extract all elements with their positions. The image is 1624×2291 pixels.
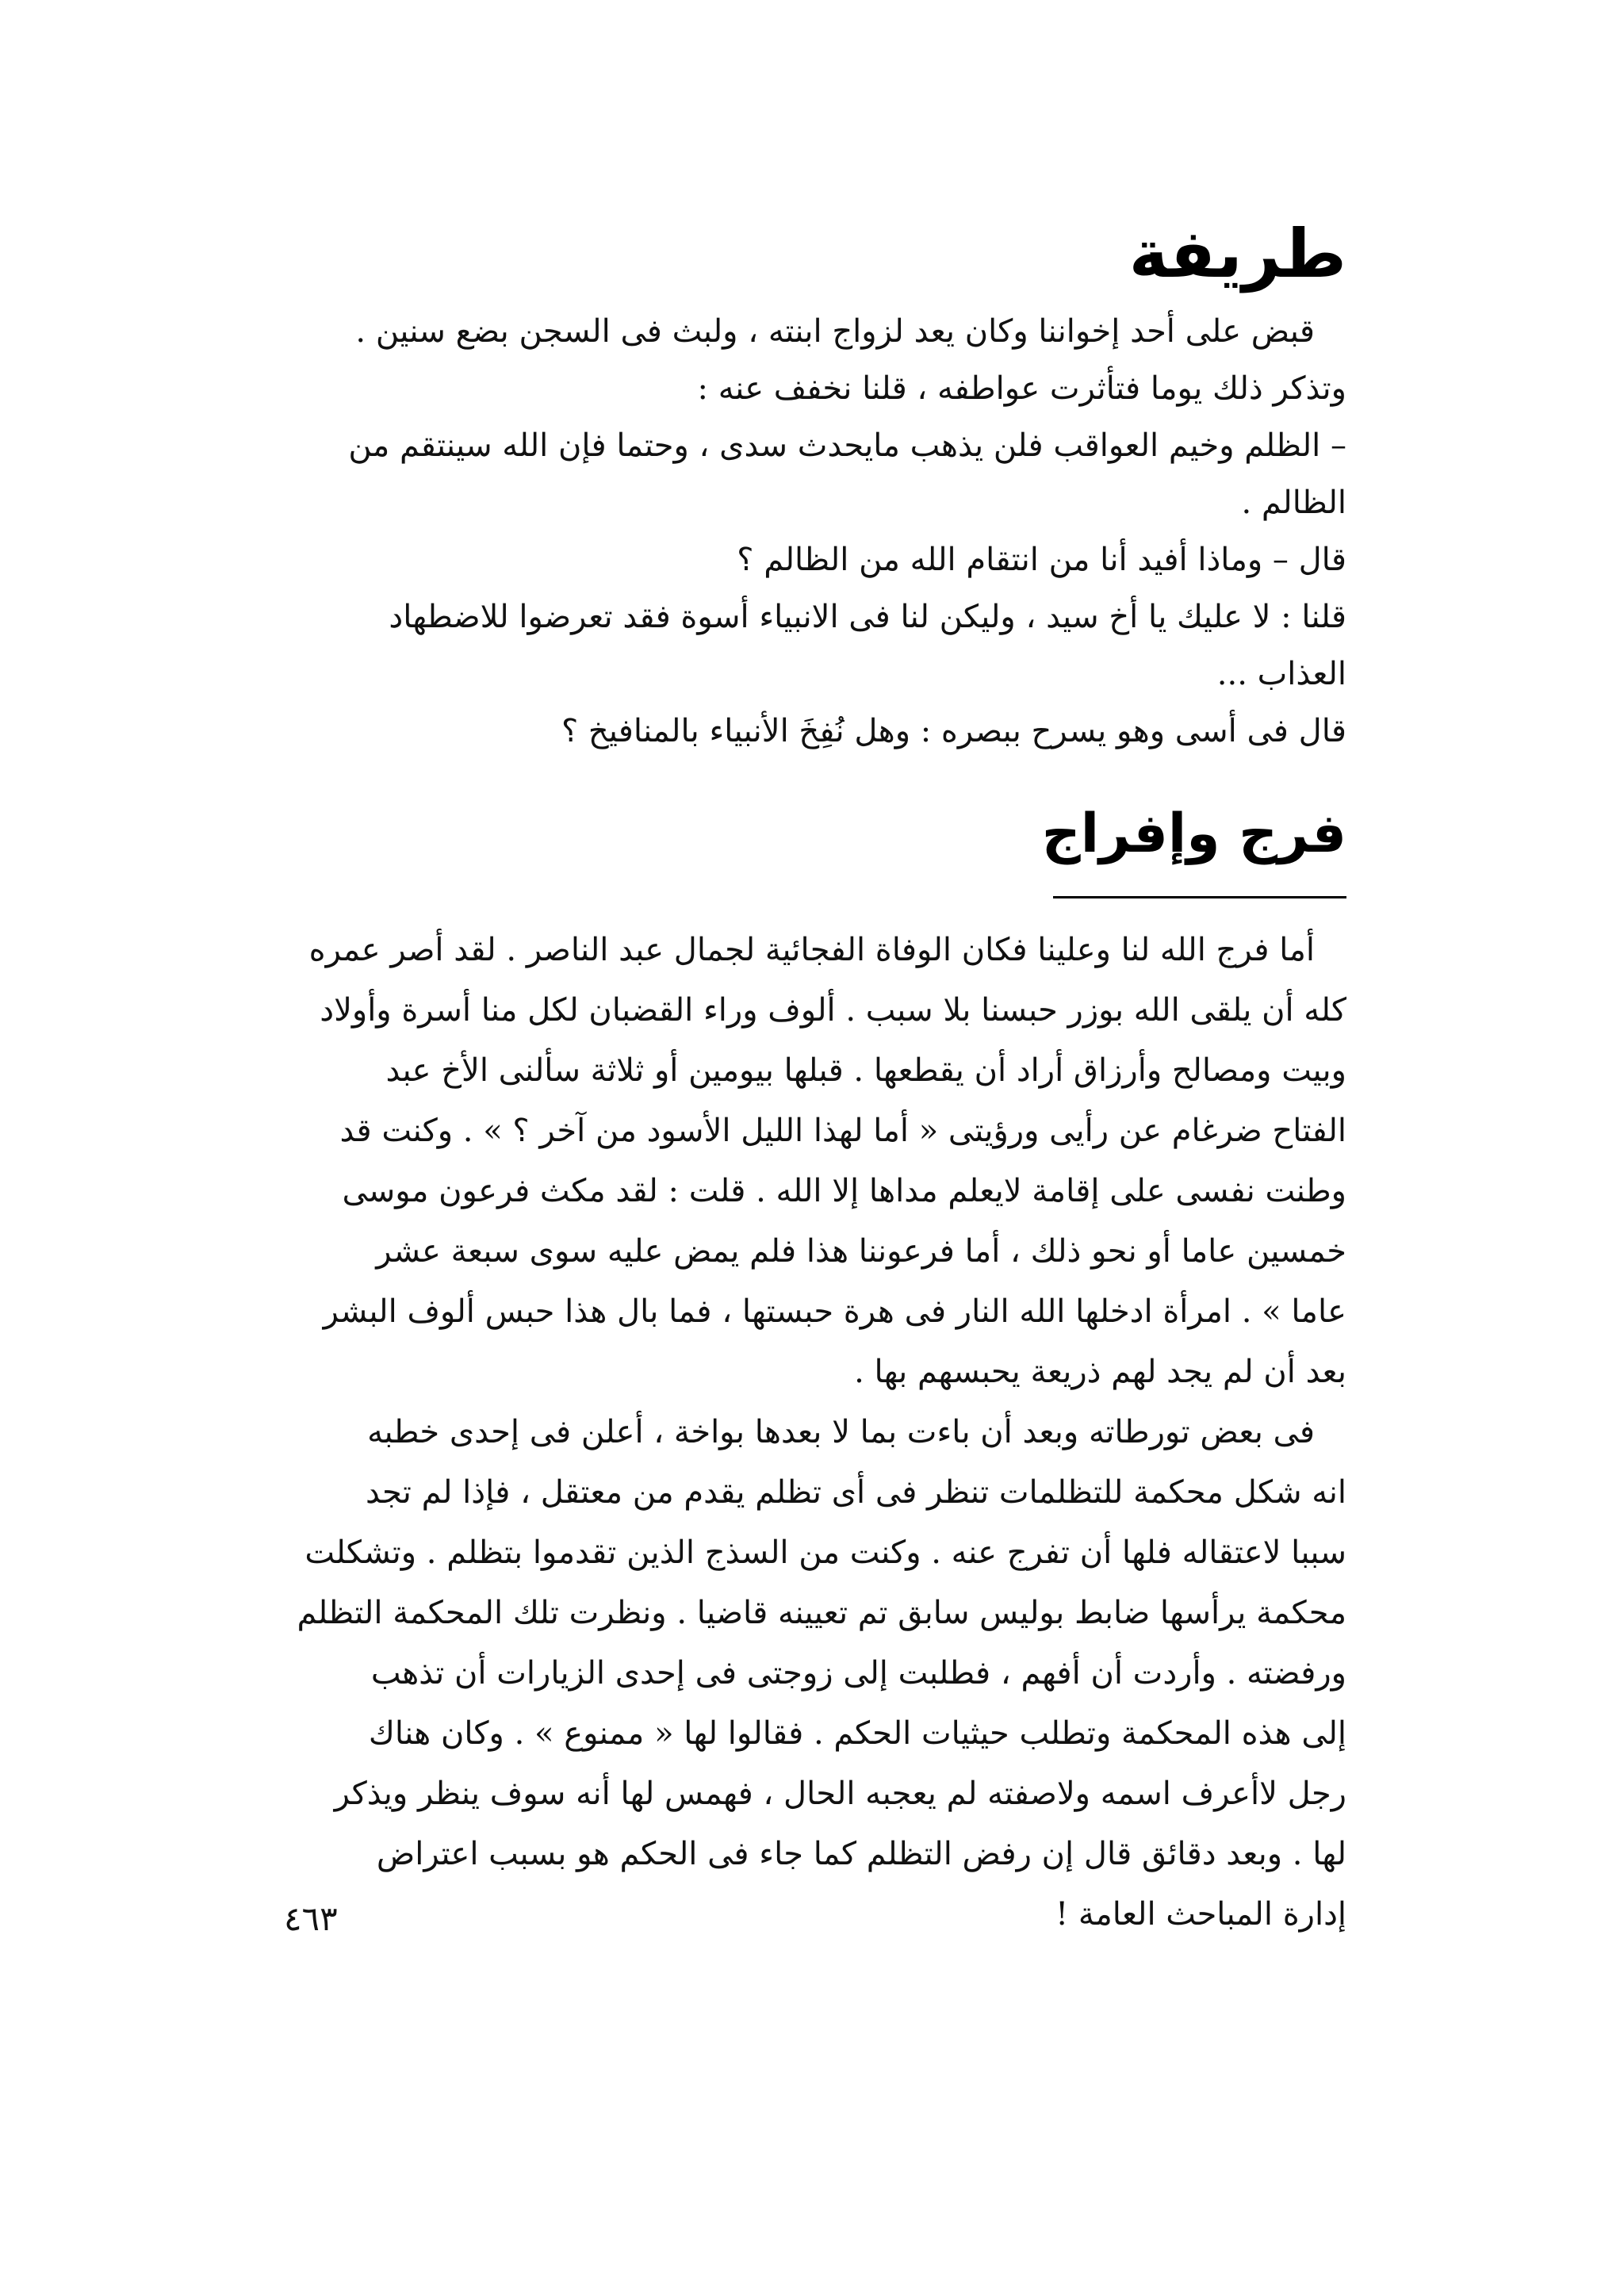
section-2-body xyxy=(276,920,1346,1944)
text-line: انه شكل محكمة للتظلمات تنظر فى أى تظلم يقدم من معتقل ، فإذا لم تجد xyxy=(365,1474,1346,1511)
section-1-body xyxy=(276,303,1346,760)
text-line: قال فى أسى وهو يسرح ببصره : وهل نُفِخَ الأنبياء بالمنافيخ ؟ xyxy=(561,713,1346,749)
text-line: محكمة يرأسها ضابط بوليس سابق تم تعيينه قاضيا . ونظرت تلك المحكمة التظلم xyxy=(297,1595,1346,1631)
text-line: لها . وبعد دقائق قال إن رفض التظلم كما جاء فى الحكم هو بسبب اعتراض xyxy=(376,1836,1346,1872)
text-line: سببا لاعتقاله فلها أن تفرج عنه . وكنت من السذج الذين تقدموا بتظلم . وتشكلت xyxy=(304,1534,1346,1571)
text-line: إدارة المباحث العامة ! xyxy=(1055,1896,1346,1933)
text-line: وبيت ومصالح وأرزاق أراد أن يقطعها . قبلها بيومين أو ثلاثة سألنى الأخ عبد xyxy=(385,1052,1346,1089)
text-line: رجل لاأعرف اسمه ولاصفته لم يعجبه الحال ، فهمس لها أنه سوف ينظر ويذكر xyxy=(334,1776,1346,1812)
text-line: عاما » . امرأة ادخلها الله النار فى هرة حبستها ، فما بال هذا حبس ألوف البشر xyxy=(323,1293,1346,1330)
text-line: كله أن يلقى الله بوزر حبسنا بلا سبب . ألوف وراء القضبان لكل منا أسرة وأولاد xyxy=(320,992,1346,1029)
text-line: – الظلم وخيم العواقب فلن يذهب مايحدث سدى ، وحتما فإن الله سينتقم من xyxy=(348,427,1346,464)
text-line: وتذكر ذلك يوما فتأثرت عواطفه ، قلنا نخفف عنه : xyxy=(697,370,1346,407)
section-title-tarifa: طريفة xyxy=(1128,215,1346,293)
text-line: قال – وماذا أفيد أنا من انتقام الله من الظالم ؟ xyxy=(737,542,1346,578)
text-line: الظالم . xyxy=(1241,485,1346,521)
text-line: وطنت نفسى على إقامة لايعلم مداها إلا الله . قلت : لقد مكث فرعون موسى xyxy=(342,1173,1346,1209)
text-line: خمسين عاما أو نحو ذلك ، أما فرعوننا هذا فلم يمض عليه سوى سبعة عشر xyxy=(376,1233,1346,1270)
text-line: الفتاح ضرغام عن رأيى ورؤيتى « أما لهذا الليل الأسود من آخر ؟ » . وكنت قد xyxy=(339,1113,1346,1149)
text-line: أما فرج الله لنا وعلينا فكان الوفاة الفجائية لجمال عبد الناصر . لقد أصر عمره xyxy=(308,932,1315,968)
text-line: قبض على أحد إخواننا وكان يعد لزواج ابنته ، ولبث فى السجن بضع سنين . xyxy=(355,313,1315,350)
text-line: ورفضته . وأردت أن أفهم ، فطلبت إلى زوجتى فى إحدى الزيارات أن تذهب xyxy=(370,1655,1346,1691)
text-line: بعد أن لم يجد لهم ذريعة يحبسهم بها . xyxy=(854,1354,1346,1390)
text-line: فى بعض تورطاته وبعد أن باءت بما لا بعدها بواخة ، أعلن فى إحدى خطبه xyxy=(367,1414,1315,1450)
section-title-underline xyxy=(1053,896,1346,898)
text-line: العذاب ... xyxy=(1216,656,1346,692)
page-number: ٤٦٣ xyxy=(284,1899,338,1938)
text-line: إلى هذه المحكمة وتطلب حيثيات الحكم . فقالوا لها « ممنوع » . وكان هناك xyxy=(368,1715,1346,1752)
section-title-faraj: فرج وإفراج xyxy=(1041,803,1346,865)
text-line: قلنا : لا عليك يا أخ سيد ، وليكن لنا فى الانبياء أسوة فقد تعرضوا للاضطهاد xyxy=(389,599,1346,635)
